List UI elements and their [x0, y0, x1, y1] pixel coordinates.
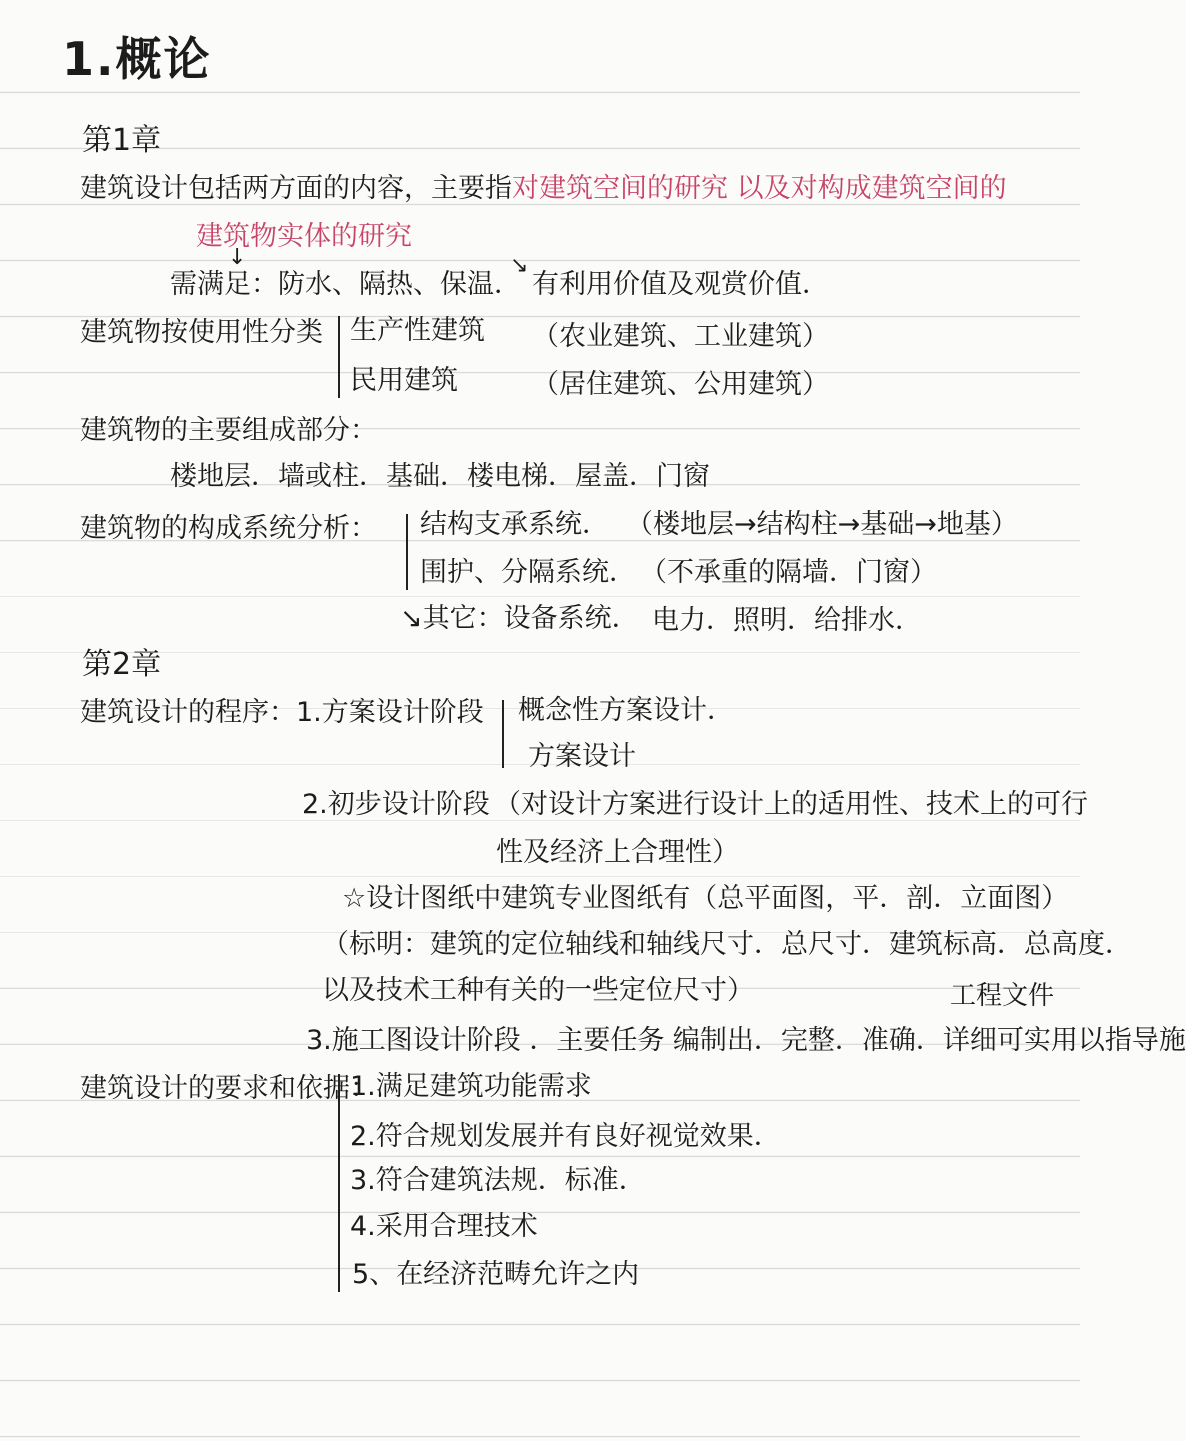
class-label: 建筑物按使用性分类	[80, 317, 323, 348]
class-item-name: 生产性建筑	[350, 315, 485, 346]
stage2-note-1: （对设计方案进行设计上的适用性、技术上的可行	[494, 789, 1088, 820]
proc-sub-item: 方案设计	[528, 741, 636, 772]
comp-label: 建筑物的主要组成部分：	[80, 415, 377, 446]
sys-item-note: （楼地层→结构柱→基础→地基）	[626, 509, 1018, 540]
mark-note-1: （标明：建筑的定位轴线和轴线尺寸．总尺寸．建筑标高．总高度．	[322, 929, 1132, 960]
req-item: 5、在经济范畴允许之内	[352, 1259, 640, 1290]
req-item: 2.符合规划发展并有良好视觉效果．	[350, 1121, 781, 1152]
star-note: ☆设计图纸中建筑专业图纸有（总平面图，平．剖．立面图）	[342, 883, 1069, 914]
need-arrow-icon: ↓	[228, 245, 247, 270]
class-item-note: （居住建筑、公用建筑）	[532, 369, 829, 400]
comp-items: 楼地层．墙或柱．基础．楼电梯．屋盖．门窗	[170, 461, 710, 492]
proc-brace	[502, 700, 504, 768]
need2-text: 有利用价值及观赏价值．	[532, 269, 829, 300]
sys-label: 建筑物的构成系统分析：	[80, 513, 377, 544]
proc-sub-item: 概念性方案设计．	[518, 695, 734, 726]
doc-note: 工程文件	[950, 981, 1055, 1011]
req-item: 1.满足建筑功能需求	[350, 1071, 592, 1102]
sys-item-name: 结构支承系统．	[420, 509, 609, 540]
stage2-note-2: 性及经济上合理性）	[496, 837, 739, 868]
design-content-line	[80, 174, 1007, 204]
req-item: 4.采用合理技术	[350, 1211, 538, 1242]
req-label: 建筑设计的要求和依据：	[80, 1073, 377, 1104]
design-content-text: 建筑设计包括两方面的内容，主要指	[80, 173, 512, 204]
stage3-text: 3.施工图设计阶段 ．主要任务 编制出．完整．准确．详细可实用以指导施	[306, 1025, 1186, 1056]
sys-brace	[406, 514, 408, 590]
page-title: 1.概论	[62, 32, 212, 86]
mark-note-2: 以及技术工种有关的一些定位尺寸）	[322, 975, 754, 1006]
proc-label: 建筑设计的程序：1.方案设计阶段	[80, 697, 484, 728]
req-item: 3.符合建筑法规．标准．	[350, 1165, 646, 1196]
design-content-highlight: 对建筑空间的研究 以及对构成建筑空间的	[512, 173, 1007, 204]
chapter-2-heading: 第2章	[82, 647, 162, 682]
class-item-note: （农业建筑、工业建筑）	[532, 321, 829, 352]
need2-arrow-icon: ↘	[510, 253, 529, 278]
sys-item-name: 围护、分隔系统．	[420, 557, 636, 588]
class-item-name: 民用建筑	[350, 365, 458, 396]
need-text: 需满足：防水、隔热、保温．	[170, 269, 521, 300]
req-brace	[338, 1074, 340, 1292]
sys-item-note: （不承重的隔墙．门窗）	[640, 557, 937, 588]
stage2-label: 2.初步设计阶段	[302, 789, 490, 820]
chapter-1-heading: 第1章	[82, 123, 162, 158]
design-content-highlight-2: 建筑物实体的研究	[196, 221, 412, 252]
sys-item-note: 电力．照明．给排水．	[652, 605, 922, 636]
class-brace	[338, 316, 340, 398]
sys-item-name: ↘其它：设备系统．	[400, 603, 639, 634]
